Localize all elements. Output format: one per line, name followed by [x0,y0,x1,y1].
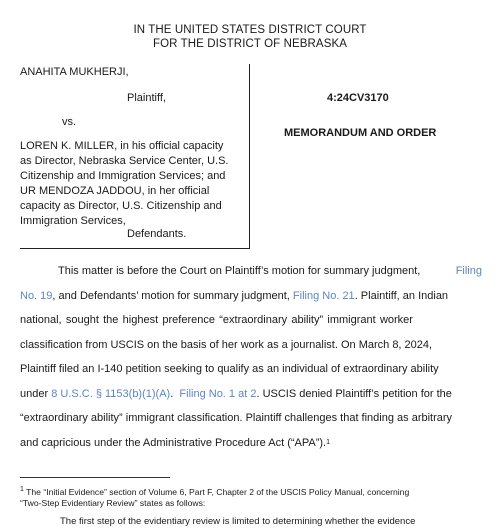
versus-label: vs. [62,116,77,128]
filing-link[interactable]: Filing No. 21 [292,289,355,302]
paragraph-line: This matter is before the Court on Plaintiff’s motion for summary judgment, Filing [20,259,482,284]
caption-divider-horizontal [20,248,250,249]
defendants-line: UR MENDOZA JADDOU, in her official [20,185,210,197]
paragraph-line: under 8 U.S.C. § 1153(b)(1)(A) . Filing No. 1 at 2 . USCIS denied Plaintiff’s petition for the [20,382,482,407]
defendants-line: Citizenship and Immigration Services; and [20,170,226,182]
paragraph-line: “extraordinary ability” immigrant classification. Plaintiff challenges that finding as arbitrary [20,412,453,424]
paragraph-line: No. 19 , and Defendants’ motion for summary judgment, Filing No. 21 . Plaintiff, an Indian [20,284,482,309]
footnote-ref[interactable]: 1 [326,438,331,446]
footnote-line: “Two-Step Evidentiary Review” states as follows: [20,497,206,508]
filing-link[interactable]: Filing [455,265,482,277]
paragraph-line: classification from USCIS on the basis of her work as a journalist. On March 8, 2024, [20,338,433,351]
footnote-marker: 1 [20,486,24,493]
defendants-line: Immigration Services, [20,215,126,227]
footnote-quote: The first step of the evidentiary review is limited to determining whether the evidence [60,516,416,527]
caption-divider-vertical [249,64,250,248]
defendants-line: capacity as Director, U.S. Citizenship and [20,200,222,212]
defendants-line: LOREN K. MILLER, in his official capacity [20,140,224,152]
defendants-line: as Director, Nebraska Service Center, U.S. [20,155,229,167]
court-district: FOR THE DISTRICT OF NEBRASKA [152,38,348,50]
filing-link[interactable]: Filing No. 1 at 2 [179,387,257,400]
paragraph-line: Plaintiff filed an I-140 petition seeking to qualify as an individual of extraordinary ability [20,363,439,375]
court-name: IN THE UNITED STATES DISTRICT COURT [133,24,367,36]
footnote-line: $^1$ The “Initial Evidence” section of Volume 6, Part F, Chapter 2 of the USCIS Policy Manual, concerning [20,486,410,497]
paragraph-line: and capricious under the Administrative Procedure Act (“APA”). 1 [20,431,482,456]
footnote-divider [20,477,170,478]
defendants-block [20,139,228,229]
footnote [20,484,482,509]
plaintiff-role: Plaintiff, [127,92,166,104]
defendants-role: Defendants. [127,228,187,240]
case-number: 4:24CV3170 [327,92,389,104]
plaintiff-name: ANAHITA MUKHERJI, [20,66,129,78]
opinion-paragraph [20,259,482,455]
paragraph-line: national, sought the highest preference “extraordinary ability” immigrant worker [20,314,413,326]
statute-link[interactable]: 8 U.S.C. § 1153(b)(1)(A) [51,387,171,400]
document-title: MEMORANDUM AND ORDER [284,127,437,139]
filing-link[interactable]: No. 19 [20,289,53,302]
